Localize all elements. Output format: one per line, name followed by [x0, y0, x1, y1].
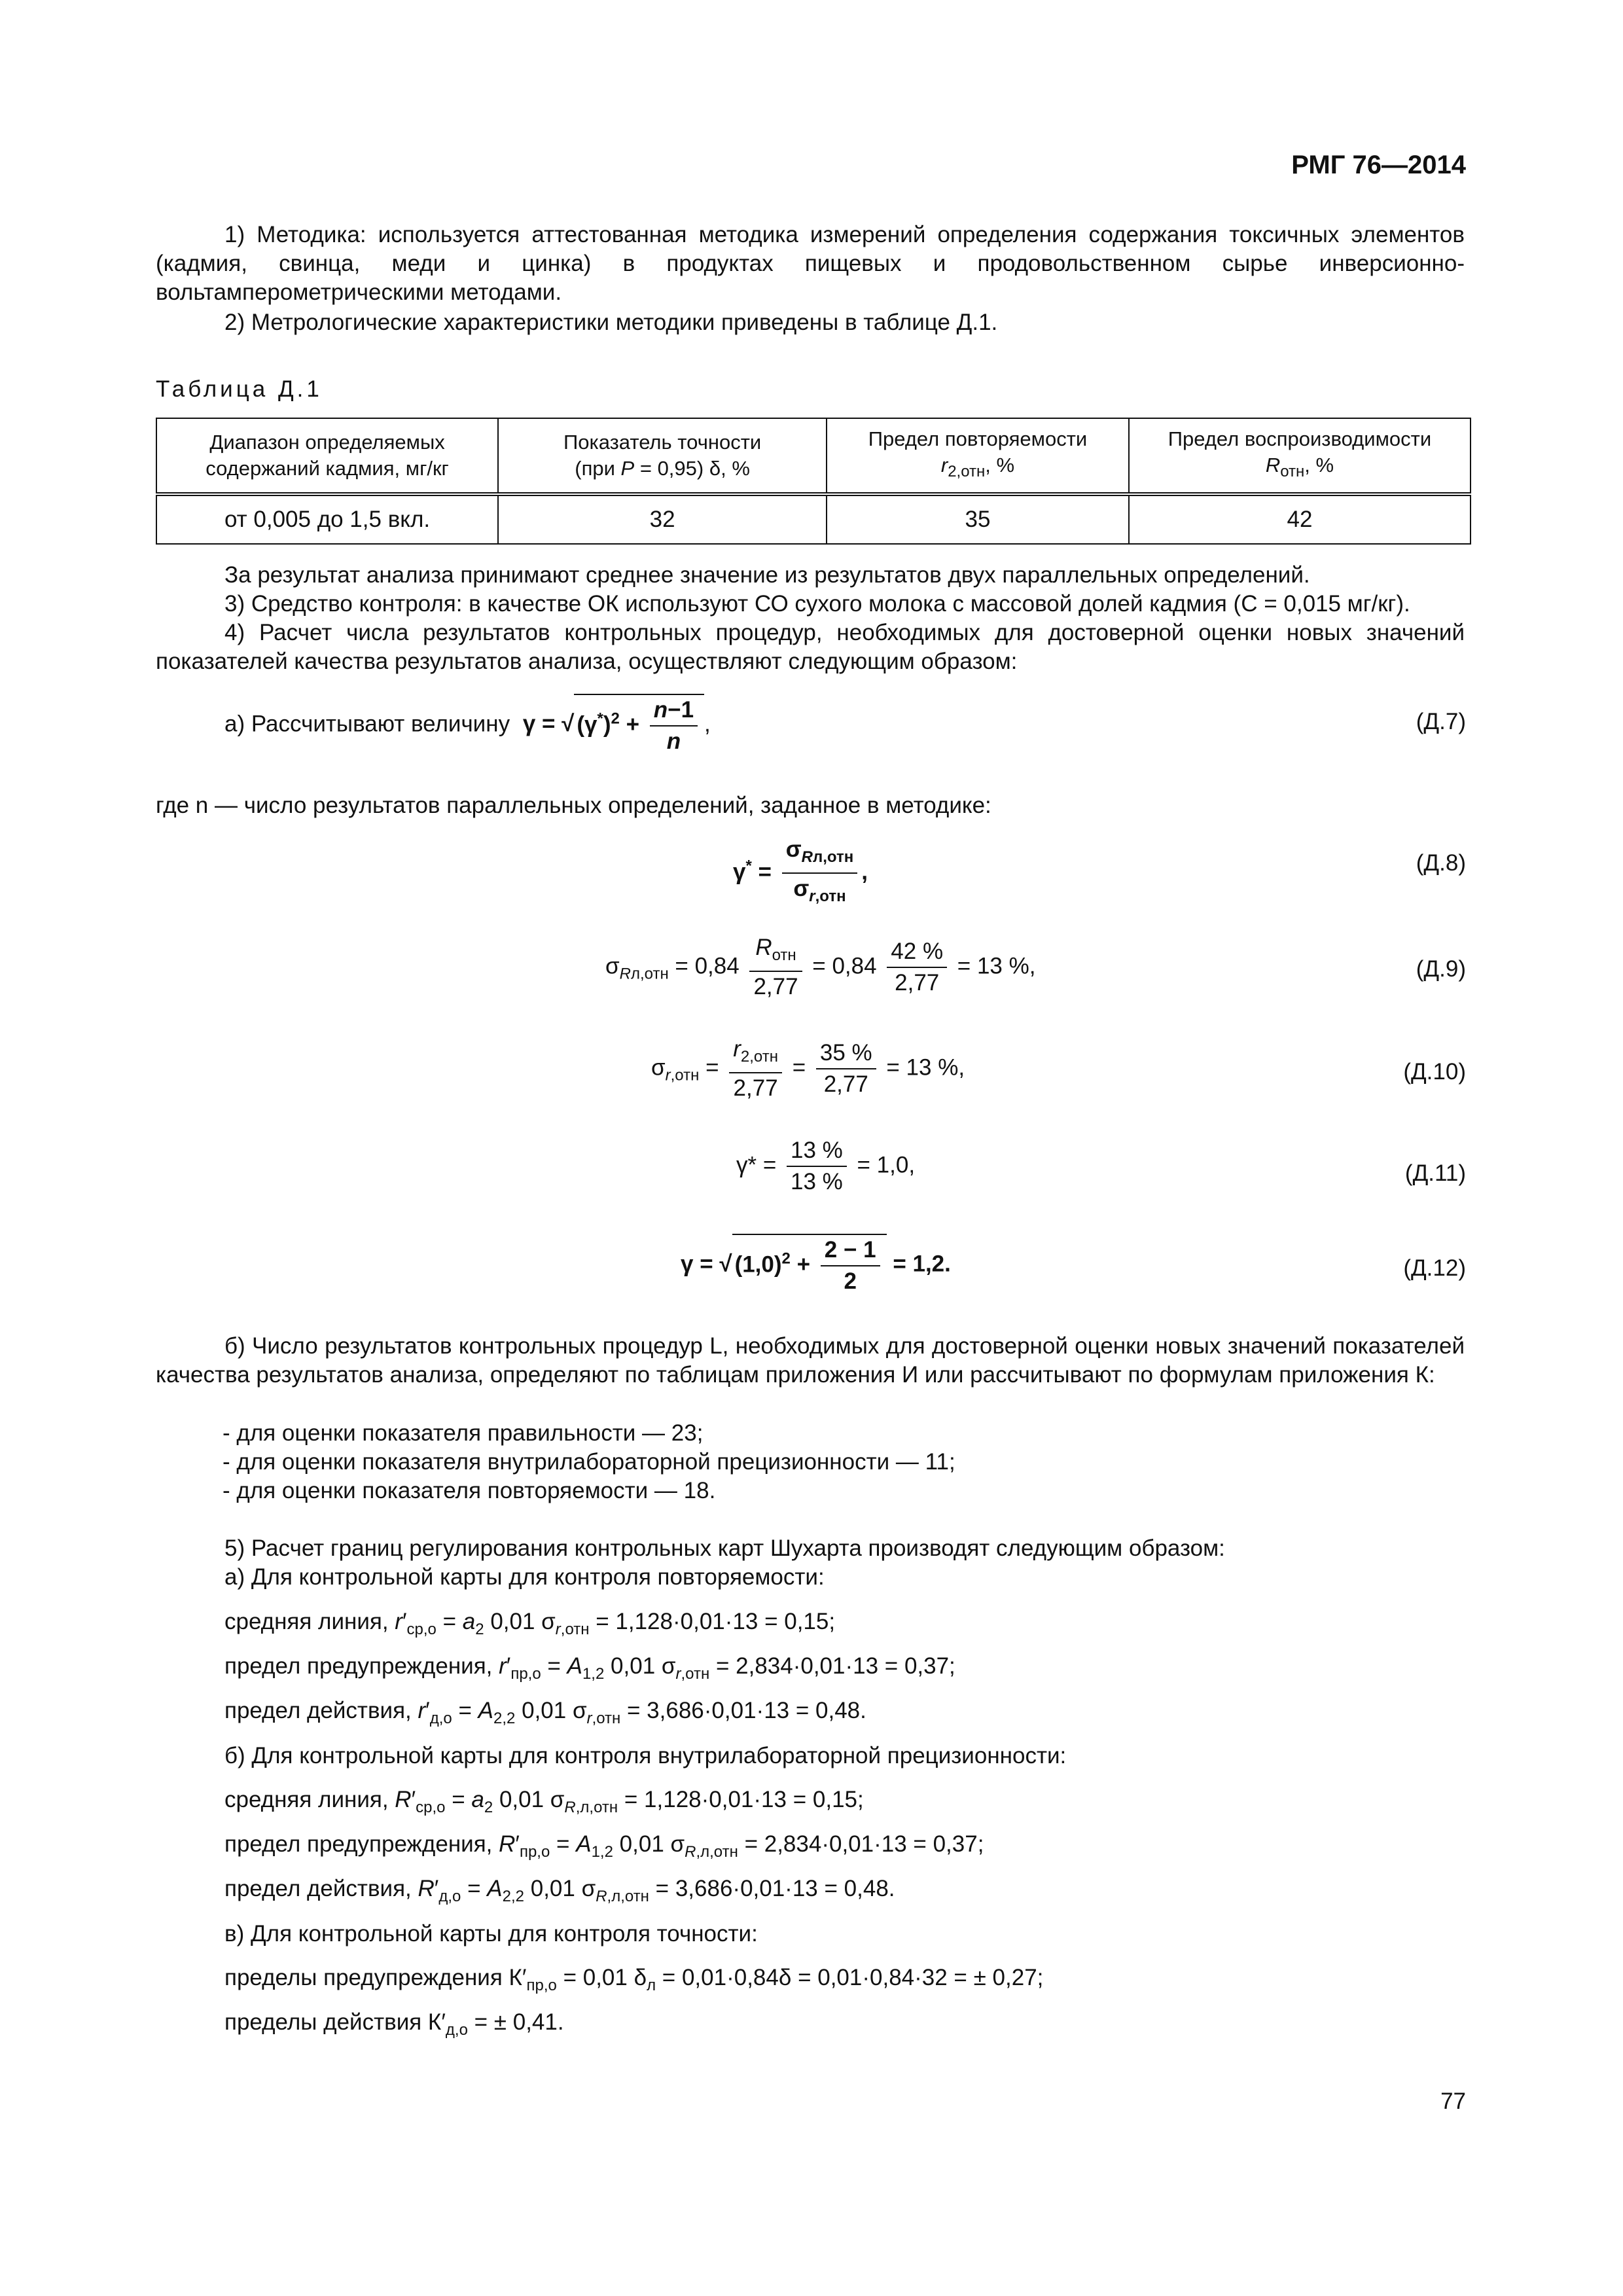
equation-number-d8: (Д.8) [1416, 850, 1466, 876]
equation-number-d10: (Д.10) [1403, 1059, 1466, 1085]
calc-paragraph: 4) Расчет числа результатов контрольных процедур, необходимых для достоверной оценки новых значений показателей качества результатов анализа, осуществляют следующим образом: [156, 620, 1465, 674]
metrology-table [156, 418, 1471, 545]
formula-line: предел действия, $r'_{д,о} = A_{2,2}$ 0,01 $\sigma_{r,отн} = 3,686\cdot 0,01\cdot 13 = 0,48$. [224, 1698, 866, 1727]
list-item: - для оценки показателя внутрилабораторной прецизионности — 11; [223, 1449, 955, 1475]
section-b-paragraph: б) Число результатов контрольных процедур L, необходимых для достоверной оценки новых значений показателей качества результатов анализа, определяют по таблицам приложения И или рассчитывают по формулам приложения К: [156, 1333, 1465, 1388]
formula-d7: а) Рассчитывают величину γ = √ $(\gamma^*)^2$ + $\frac{n-1}{n}$ , [224, 694, 711, 757]
section-5v-title: в) Для контрольной карты для контроля точности: [224, 1921, 758, 1946]
intro-paragraph-1: 1) Методика: используется аттестованная методика измерений определения содержания токсичных элементов (кадмия, свинца, меди и цинка) в продуктах пищевых и продовольственном сырье инверсионно-вольтамперометрическими методами. [156, 222, 1465, 305]
equation-number-d11: (Д.11) [1404, 1160, 1466, 1186]
section-5b-title: б) Для контрольной карты для контроля внутрилабораторной прецизионности: [224, 1743, 1067, 1768]
table-cell: 42 [1129, 494, 1471, 544]
table-cell: от 0,005 до 1,5 вкл. [156, 494, 498, 544]
page-number: 77 [1440, 2089, 1466, 2114]
result-paragraph: За результат анализа принимают среднее значение из результатов двух параллельных определений. [224, 562, 1310, 588]
formula-d12: γ = √ $(1,0)^2$ + $\frac{2 - 1}{2}$ = 1,2. [681, 1234, 951, 1297]
table-cell: 35 [827, 494, 1129, 544]
list-item: - для оценки показателя правильности — 23; [223, 1420, 704, 1446]
equation-number-d12: (Д.12) [1403, 1255, 1466, 1281]
table-caption: Таблица Д.1 [156, 376, 323, 402]
formula-d7-prefix: а) Рассчитывают величину [224, 711, 510, 737]
table-header-reproducibility: Предел воспроизводимости $R_{отн}$, % [1129, 418, 1471, 494]
formula-line: средняя линия, $R'_{ср,о} = a_2$ 0,01 $\sigma_{R,л,отн} = 1,128\cdot 0,01\cdot 13 = 0,15$; [224, 1787, 864, 1816]
table-header-repeatability: Предел повторяемости $r_{2,отн}$, % [827, 418, 1129, 494]
control-means-paragraph: 3) Средство контроля: в качестве ОК используют СО сухого молока с массовой долей кадмия (C = 0,015 мг/кг). [224, 591, 1410, 617]
section-5a-title: а) Для контрольной карты для контроля повторяемости: [224, 1564, 825, 1590]
formula-d11: γ* = $\frac{13 \%}{13 \%}$ = 1,0, [736, 1136, 915, 1197]
formula-line: пределы действия $К'_{д,о}$ = ± 0,41. [224, 2009, 564, 2039]
equation-number-d9: (Д.9) [1416, 956, 1466, 982]
table-header-range: Диапазон определяемых содержаний кадмия, мг/кг [156, 418, 498, 494]
table-cell: 32 [498, 494, 827, 544]
where-paragraph: где n — число результатов параллельных определений, заданное в методике: [156, 793, 991, 818]
intro-paragraph-2: 2) Метрологические характеристики методики приведены в таблице Д.1. [224, 310, 998, 335]
section-5-title: 5) Расчет границ регулирования контрольных карт Шухарта производят следующим образом: [224, 1535, 1225, 1561]
document-code: РМГ 76—2014 [1291, 151, 1466, 179]
formula-line: средняя линия, $r'_{ср,о} = a_2$ 0,01 $\sigma_{r,отн} = 1,128\cdot 0,01\cdot 13 = 0,15$; [224, 1609, 836, 1638]
table-header-accuracy: Показатель точности (при P = 0,95) δ, % [498, 418, 827, 494]
formula-line: предел предупреждения, $r'_{пр,о} = A_{1,2}$ 0,01 $\sigma_{r,отн} = 2,834\cdot 0,01\cdot 13 = 0,37$; [224, 1653, 955, 1683]
formula-line: предел предупреждения, $R'_{пр,о} = A_{1,2}$ 0,01 $\sigma_{R,л,отн} = 2,834\cdot 0,01\cdot 13 = 0,37$; [224, 1831, 984, 1861]
formula-d9: $\sigma_{Rл,отн} = 0,84$ $\frac{R_{отн}}{2,77}$ = 0,84 $\frac{42 \%}{2,77}$ = 13 %, [605, 933, 1035, 1002]
list-item: - для оценки показателя повторяемости — 18. [223, 1478, 716, 1503]
formula-line: пределы предупреждения $К'_{пр,о} = 0,01$ $\delta_л = 0,01\cdot 0,84\delta = 0,01\cdot 0,84\cdot 32$ = ± 0,27; [224, 1965, 1044, 1994]
equation-number-d7: (Д.7) [1416, 709, 1466, 734]
formula-d10: $\sigma_{r,отн}$ = $\frac{r_{2,отн}}{2,77}$ = $\frac{35 \%}{2,77}$ = 13 %, [651, 1034, 965, 1103]
formula-d8: γ* = $\frac{\sigma_{Rл,отн}}{\sigma_{r,отн}}$ , [733, 834, 868, 912]
formula-line: предел действия, $R'_{д,о} = A_{2,2}$ 0,01 $\sigma_{R,л,отн} = 3,686\cdot 0,01\cdot 13 = 0,48$. [224, 1876, 895, 1905]
